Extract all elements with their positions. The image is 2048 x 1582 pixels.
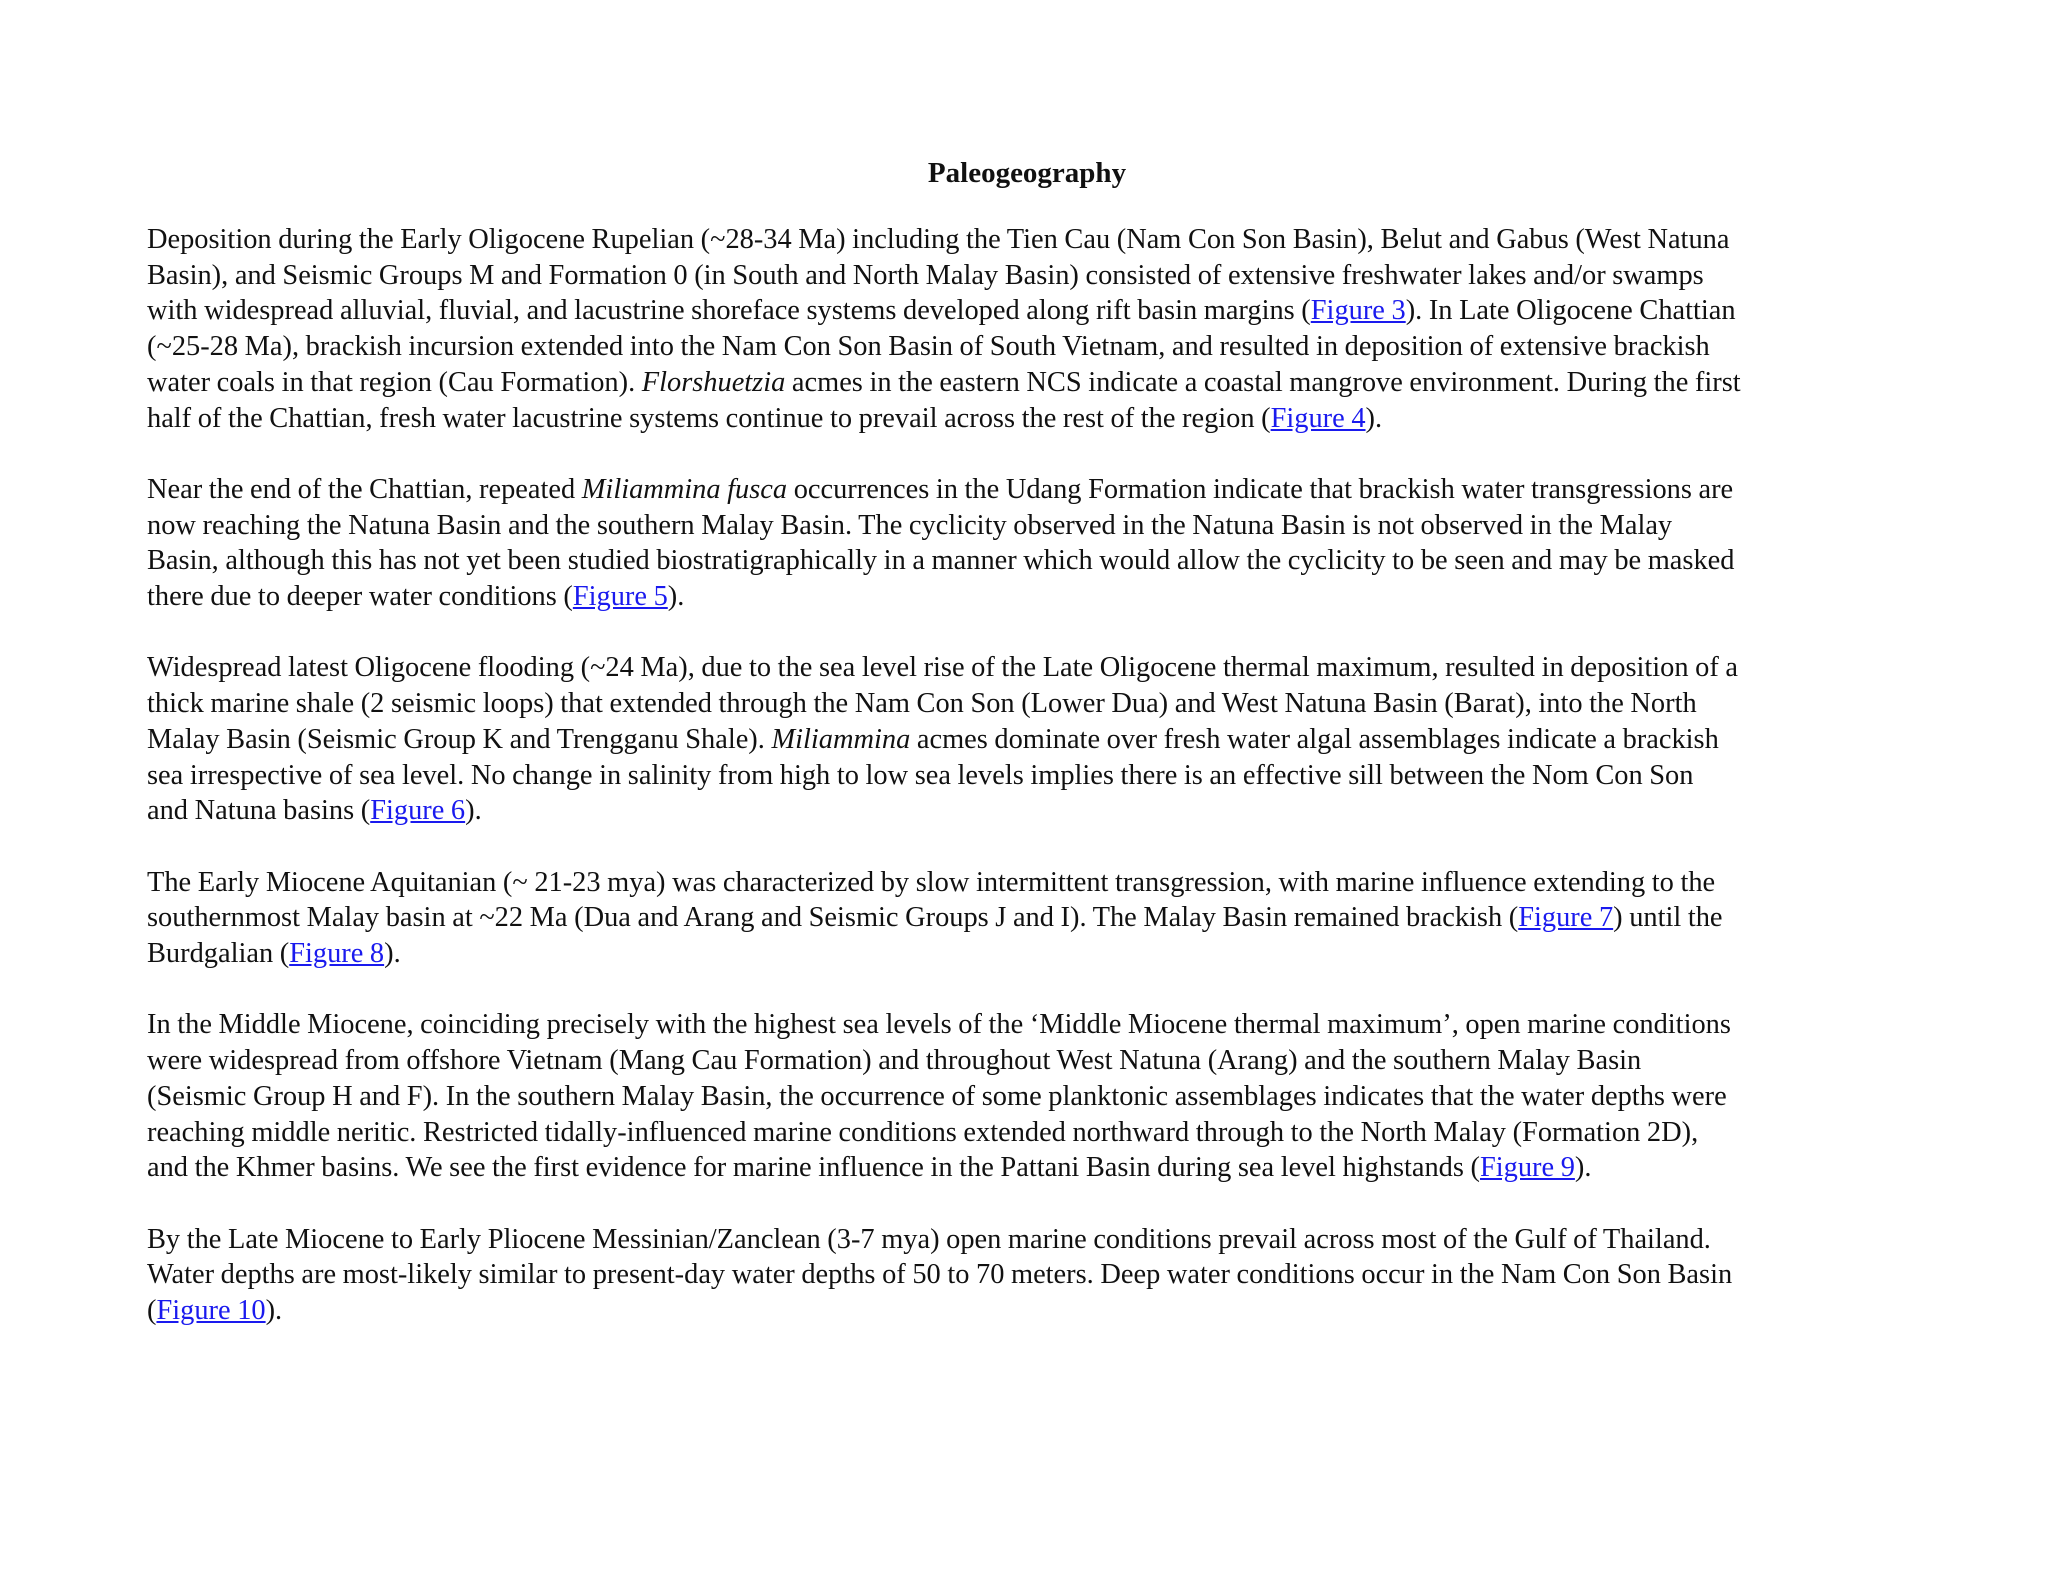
figure-9-link[interactable]: Figure 9 bbox=[1479, 1152, 1575, 1184]
text-run: ). bbox=[465, 795, 482, 827]
paragraph-line: (Seismic Group H and F). In the southern Malay Basin, the occurrence of some planktonic assemblages indicates that the water depths were bbox=[147, 1080, 1727, 1112]
paragraph-line: now reaching the Natuna Basin and the southern Malay Basin. The cyclicity observed in the Natuna Basin is not observed in the Malay bbox=[147, 509, 1673, 541]
text-run: ( bbox=[147, 1295, 157, 1327]
paragraph-2 bbox=[147, 472, 1907, 615]
text-run: acmes in the eastern NCS indicate a coastal mangrove environment. During the first bbox=[785, 366, 1741, 398]
paragraph-line: reaching middle neritic. Restricted tidally-influenced marine conditions extended northward through to the North Malay (Formation 2D), bbox=[147, 1116, 1699, 1148]
figure-10-link[interactable]: Figure 10 bbox=[156, 1295, 266, 1327]
taxon-name: Miliammina fusca bbox=[581, 473, 788, 505]
paragraph-line: Deposition during the Early Oligocene Rupelian (~28-34 Ma) including the Tien Cau (Nam Con Son Basin), Belut and Gabus (West Natuna bbox=[147, 224, 1730, 255]
paragraph-line: The Early Miocene Aquitanian (~ 21-23 mya) was characterized by slow intermittent transgression, with marine influence extending to the bbox=[147, 866, 1716, 898]
text-run: Burdgalian ( bbox=[147, 938, 290, 970]
text-run: with widespread alluvial, fluvial, and lacustrine shoreface systems developed along rift basin margins ( bbox=[147, 295, 1311, 327]
paragraph-5 bbox=[147, 1007, 1907, 1186]
text-run: Malay Basin (Seismic Group K and Trengganu Shale). bbox=[147, 723, 772, 755]
text-run: and Natuna basins ( bbox=[147, 795, 371, 827]
paragraph-line bbox=[147, 293, 1907, 329]
paragraph-line: Basin), and Seismic Groups M and Formation 0 (in South and North Malay Basin) consisted of extensive freshwater lakes and/or swamps bbox=[147, 259, 1704, 291]
paragraph-line bbox=[147, 936, 1907, 972]
text-run: southernmost Malay basin at ~22 Ma (Dua and Arang and Seismic Groups J and I). The Malay Basin remained brackish ( bbox=[147, 902, 1519, 934]
text-run: water coals in that region (Cau Formation). bbox=[147, 366, 642, 398]
paragraph-line bbox=[147, 401, 1907, 437]
text-run: ). bbox=[1365, 402, 1383, 434]
figure-3-link[interactable]: Figure 3 bbox=[1310, 295, 1406, 327]
paragraph-3 bbox=[147, 650, 1907, 829]
paragraph-line bbox=[147, 365, 1907, 401]
paragraph-line: thick marine shale (2 seismic loops) that extended through the Nam Con Son (Lower Dua) and West Natuna Basin (Barat), into the North bbox=[147, 688, 1697, 720]
text-run: acmes dominate over fresh water algal assemblages indicate a brackish bbox=[910, 723, 1719, 755]
text-run: occurrences in the Udang Formation indicate that brackish water transgressions are bbox=[787, 473, 1734, 505]
text-run: there due to deeper water conditions ( bbox=[147, 581, 573, 613]
paragraph-line: Basin, although this has not yet been studied biostratigraphically in a manner which would allow the cyclicity to be seen and may be masked bbox=[147, 545, 1735, 577]
text-run: ). bbox=[1574, 1152, 1592, 1184]
paragraph-line: In the Middle Miocene, coinciding precisely with the highest sea levels of the ‘Middle Miocene thermal maximum’, open marine conditions bbox=[147, 1009, 1731, 1041]
paragraph-line bbox=[147, 793, 1907, 829]
figure-6-link[interactable]: Figure 6 bbox=[370, 795, 466, 827]
text-run: ). bbox=[265, 1295, 283, 1327]
paragraph-line bbox=[147, 900, 1907, 936]
text-run: ). bbox=[384, 938, 401, 970]
text-run: ) until the bbox=[1613, 902, 1723, 934]
text-run: half of the Chattian, fresh water lacustrine systems continue to prevail across the rest of the region ( bbox=[147, 402, 1271, 434]
figure-8-link[interactable]: Figure 8 bbox=[289, 938, 385, 970]
paragraph-line bbox=[147, 722, 1907, 758]
paragraph-line: Widespread latest Oligocene flooding (~24 Ma), due to the sea level rise of the Late Oligocene thermal maximum, resulted in deposition of a bbox=[147, 652, 1739, 684]
taxon-name: Florshuetzia bbox=[641, 366, 786, 398]
paragraph-line: Water depths are most-likely similar to present-day water depths of 50 to 70 meters. Deep water conditions occur in the Nam Con Son Basin bbox=[147, 1259, 1733, 1291]
paragraph-line: were widespread from offshore Vietnam (Mang Cau Formation) and throughout West Natuna (Arang) and the southern Malay Basin bbox=[147, 1045, 1642, 1077]
paragraph-line bbox=[147, 1293, 1907, 1329]
paragraph-line: sea irrespective of sea level. No change in salinity from high to low sea levels implies there is an effective sill between the Nom Con Son bbox=[147, 759, 1694, 791]
taxon-name: Miliammina bbox=[771, 723, 911, 755]
text-run: and the Khmer basins. We see the first evidence for marine influence in the Pattani Basin during sea level highstands ( bbox=[147, 1152, 1480, 1184]
text-run: ). In Late Oligocene Chattian bbox=[1405, 295, 1736, 327]
figure-7-link[interactable]: Figure 7 bbox=[1518, 902, 1614, 934]
paragraph-line bbox=[147, 579, 1907, 615]
document-page bbox=[147, 150, 1907, 1364]
paragraph-6 bbox=[147, 1222, 1907, 1329]
page-title: Paleogeography bbox=[927, 157, 1127, 189]
paragraph-line bbox=[147, 472, 1907, 508]
text-run: Near the end of the Chattian, repeated bbox=[147, 473, 582, 505]
figure-4-link[interactable]: Figure 4 bbox=[1270, 402, 1366, 434]
paragraph-line: By the Late Miocene to Early Pliocene Messinian/Zanclean (3-7 mya) open marine conditions prevail across most of the Gulf of Thailand. bbox=[147, 1223, 1711, 1255]
paragraph-4 bbox=[147, 865, 1907, 972]
text-run: ). bbox=[667, 581, 685, 613]
paragraph-line: (~25-28 Ma), brackish incursion extended into the Nam Con Son Basin of South Vietnam, and resulted in deposition of extensive brackish bbox=[147, 331, 1710, 363]
paragraph-1 bbox=[147, 222, 1907, 436]
paragraph-line bbox=[147, 1150, 1907, 1186]
figure-5-link[interactable]: Figure 5 bbox=[572, 581, 668, 613]
